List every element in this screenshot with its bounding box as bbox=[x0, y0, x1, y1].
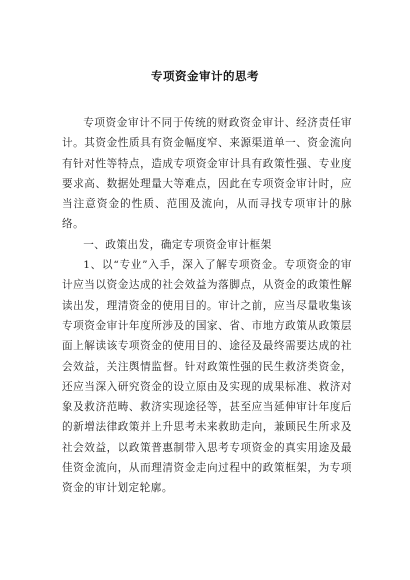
section-paragraph: 1、以“专业”入手，深入了解专项资金。专项资金的审计应当以资金达成的社会效益为落脚点，从资金的政策性解读出发，理清资金的使用目的。审计之前，应当尽量收集该专项资金审计年度所涉及的国家、省、市地方政策从政策层面上解读该专项资金的使用目的、途径及最终需要达成的社会效益，关注舆情监督。针对政策性强的民生救济类资金，还应当深入研究资金的设立原由及实现的成果标准、救济对象及救济范畴、救济实现途径等，甚至应当延伸审计年度后的新增法律政策并上升思考未来救助走向，兼顾民生所求及社会效益，以政策普惠制带入思考专项资金的真实用途及最佳资金流向，从而理清资金走向过程中的政策框架，为专项资金的审计划定轮廓。 bbox=[62, 259, 352, 495]
section-heading: 一、政策出发，确定专项资金审计框架 bbox=[83, 238, 272, 251]
intro-paragraph: 专项资金审计不同于传统的财政资金审计、经济责任审计。其资金性质具有资金幅度窄、来源渠道单一、资金流向有针对性等特点，造成专项资金审计具有政策性强、专业度要求高、数据处理量大等难点，因此在专项资金审计时，应当注意资金的性质、范围及流向，从而寻找专项审计的脉络。 bbox=[62, 117, 352, 231]
document-body bbox=[62, 113, 352, 499]
document-title: 专项资金审计的思考 bbox=[151, 69, 259, 83]
